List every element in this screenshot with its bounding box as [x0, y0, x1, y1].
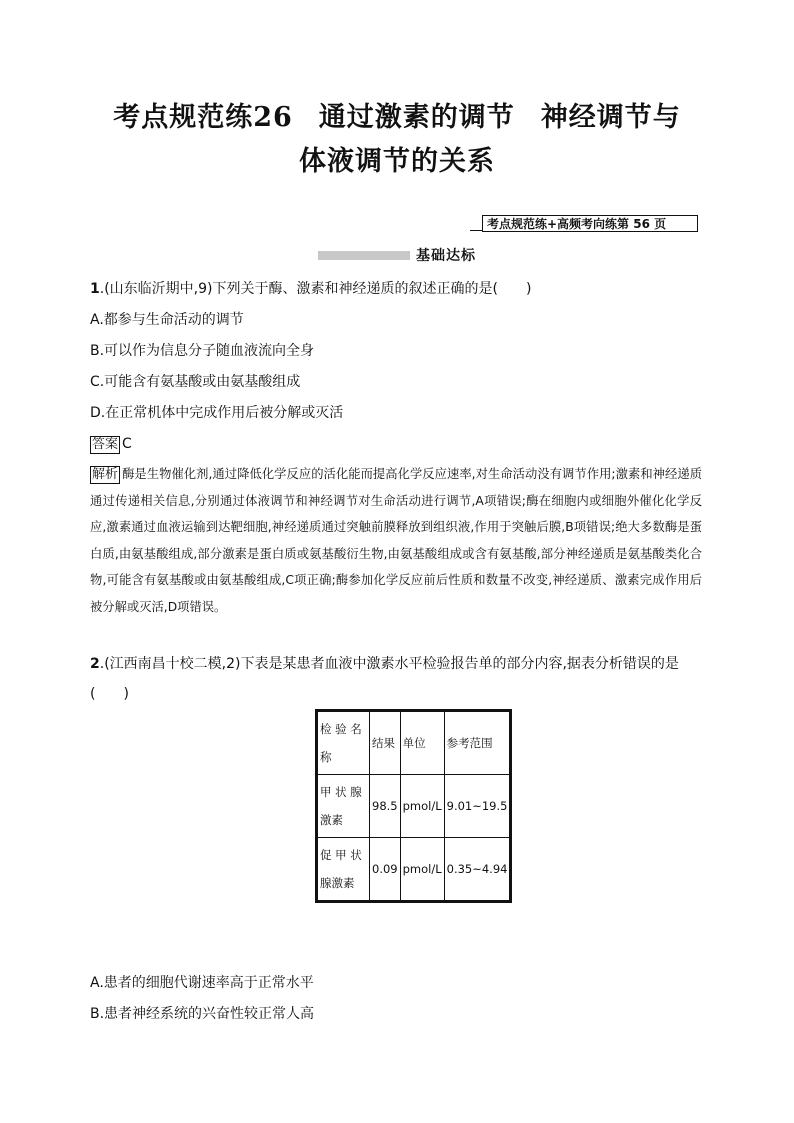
- title-part1: 考点规范练26: [113, 102, 293, 133]
- question-1-stem: [90, 279, 531, 299]
- q1-option-a: A.都参与生命活动的调节: [90, 312, 244, 328]
- lab-report-table: [315, 709, 512, 903]
- question-2-stem: [90, 654, 679, 674]
- title-line2: 体液调节的关系: [299, 146, 495, 177]
- page-title: [60, 96, 734, 184]
- table-cell: 0.09: [370, 838, 401, 902]
- reference-underline: [470, 230, 482, 231]
- answer-tag: 答案: [92, 437, 119, 452]
- explanation-text: 酶是生物催化剂,通过降低化学反应的活化能而提高化学反应速率,对生命活动没有调节作用;激素和神经递质通过传递相关信息,分别通过体液调节和神经调节对生命活动进行调节,A项错误;酶在细胞内或细胞外催化化学反应,激素通过血液运输到达靶细胞,神经递质通过突触前膜释放到组织液,作用于突触后膜,B项错误;绝大多数酶是蛋白质,由氨基酸组成,部分激素是蛋白质或氨基酸衍生物,由氨基酸组成或含有氨基酸,部分神经递质是氨基酸类化合物,可能含有氨基酸或由氨基酸组成,C项正确;酶参加化学反应前后性质和数量不改变,神经递质、激素完成作用后被分解或灭活,D项错误。: [90, 467, 702, 614]
- table-header-cell: 参考范围: [444, 711, 511, 775]
- q1-option-d: D.在正常机体中完成作用后被分解或灭活: [90, 405, 344, 421]
- question-2-paren: ( ): [90, 686, 129, 702]
- answer-value: C: [122, 436, 132, 452]
- table-cell: pmol/L: [400, 775, 444, 838]
- question-2-number: 2: [90, 656, 100, 672]
- table-header-cell: 单位: [400, 711, 444, 775]
- section-bar: [318, 251, 410, 260]
- explanation-tag: 解析: [92, 467, 119, 482]
- table-cell: 9.01~19.5: [444, 775, 511, 838]
- table-cell: 0.35~4.94: [444, 838, 511, 902]
- q1-option-b: B.可以作为信息分子随血液流向全身: [90, 343, 315, 359]
- q2-option-b: B.患者神经系统的兴奋性较正常人高: [90, 1006, 315, 1022]
- table-cell: pmol/L: [400, 838, 444, 902]
- q1-option-c: C.可能含有氨基酸或由氨基酸组成: [90, 374, 301, 390]
- question-1-number: 1: [90, 281, 100, 297]
- question-2-text: .(江西南昌十校二模,2)下表是某患者血液中激素水平检验报告单的部分内容,据表分析错误的是: [99, 656, 679, 672]
- q1-answer: [90, 434, 132, 454]
- reference-box: 考点规范练+高频考向练第 56 页: [482, 215, 698, 232]
- title-part2: 通过激素的调节: [318, 102, 515, 133]
- question-1-text: .(山东临沂期中,9)下列关于酶、激素和神经递质的叙述正确的是( ): [99, 281, 532, 297]
- table-cell: 98.5: [370, 775, 401, 838]
- table-header-row: [317, 711, 511, 775]
- table-header-cell: 检 验 名称: [317, 711, 370, 775]
- title-part3: 神经调节与: [540, 102, 681, 133]
- section-label: 基础达标: [416, 248, 476, 264]
- table-row: [317, 775, 511, 838]
- q2-option-a: A.患者的细胞代谢速率高于正常水平: [90, 975, 314, 991]
- table-row: [317, 838, 511, 902]
- table-header-cell: 结果: [370, 711, 401, 775]
- table-cell: 促 甲 状腺激素: [317, 838, 370, 902]
- table-cell: 甲 状 腺激素: [317, 775, 370, 838]
- section-heading: [318, 245, 476, 265]
- q1-explanation: [90, 461, 702, 620]
